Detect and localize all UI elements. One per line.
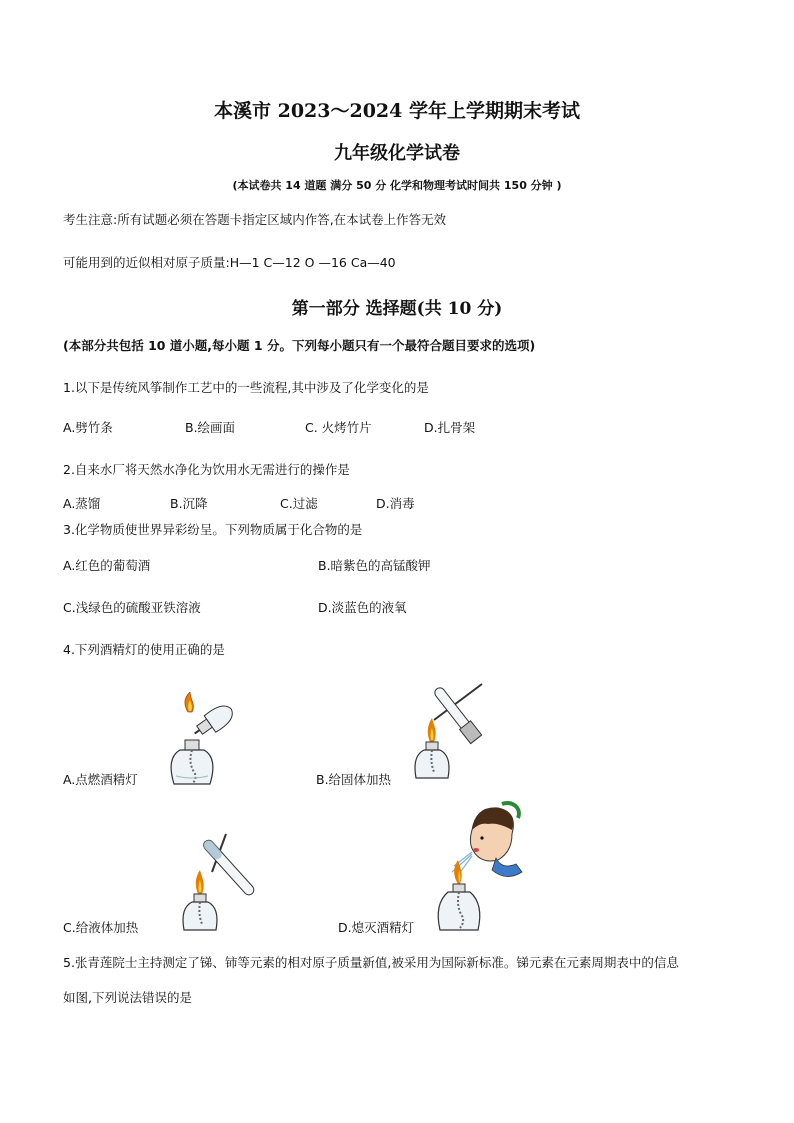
q1-option-b: B.绘画面 xyxy=(185,420,236,435)
q5-line1: 5.张青莲院士主持测定了锑、铈等元素的相对原子质量新值,被采用为国际新标准。锑元素在元素周期表中的信息 xyxy=(63,955,679,970)
q3-option-d: D.淡蓝色的液氧 xyxy=(318,600,407,615)
q4-option-c: C.给液体加热 xyxy=(63,920,139,935)
lamp-illustration-a xyxy=(158,692,244,788)
q4-stem: 4.下列酒精灯的使用正确的是 xyxy=(63,642,225,657)
notice-text: 考生注意:所有试题必须在答题卡指定区域内作答,在本试卷上作答无效 xyxy=(63,212,447,227)
section-note: (本部分共包括 10 道小题,每小题 1 分。下列每小题只有一个最符合题目要求的选项) xyxy=(63,338,536,353)
q5-line2: 如图,下列说法错误的是 xyxy=(63,990,192,1005)
q1-option-a: A.劈竹条 xyxy=(63,420,113,435)
q3-option-a: A.红色的葡萄酒 xyxy=(63,558,151,573)
exam-note: (本试卷共 14 道题 满分 50 分 化学和物理考试时间共 150 分钟 ) xyxy=(232,179,562,192)
q2-option-b: B.沉降 xyxy=(170,496,208,511)
q1-stem: 1.以下是传统风筝制作工艺中的一些流程,其中涉及了化学变化的是 xyxy=(63,380,429,395)
q4-option-b: B.给固体加热 xyxy=(316,772,392,787)
lamp-illustration-b xyxy=(412,680,496,780)
page-title: 本溪市 2023～2024 学年上学期期末考试 xyxy=(214,100,580,122)
q1-option-d: D.扎骨架 xyxy=(424,420,476,435)
q3-stem: 3.化学物质使世界异彩纷呈。下列物质属于化合物的是 xyxy=(63,522,363,537)
q2-option-d: D.消毒 xyxy=(376,496,415,511)
q4-option-d: D.熄灭酒精灯 xyxy=(338,920,415,935)
q4-option-a: A.点燃酒精灯 xyxy=(63,772,138,787)
q2-option-c: C.过滤 xyxy=(280,496,318,511)
q1-option-c: C. 火烤竹片 xyxy=(305,420,372,435)
q2-stem: 2.自来水厂将天然水净化为饮用水无需进行的操作是 xyxy=(63,462,350,477)
lamp-illustration-d xyxy=(432,800,532,932)
q3-option-c: C.浅绿色的硫酸亚铁溶液 xyxy=(63,600,201,615)
q2-option-a: A.蒸馏 xyxy=(63,496,101,511)
q3-option-b: B.暗紫色的高锰酸钾 xyxy=(318,558,431,573)
section-title: 第一部分 选择题(共 10 分) xyxy=(291,299,503,319)
atomic-masses-text: 可能用到的近似相对原子质量:H—1 C—12 O —16 Ca—40 xyxy=(63,255,396,270)
page-subtitle: 九年级化学试卷 xyxy=(334,143,460,164)
lamp-illustration-c xyxy=(176,832,266,932)
